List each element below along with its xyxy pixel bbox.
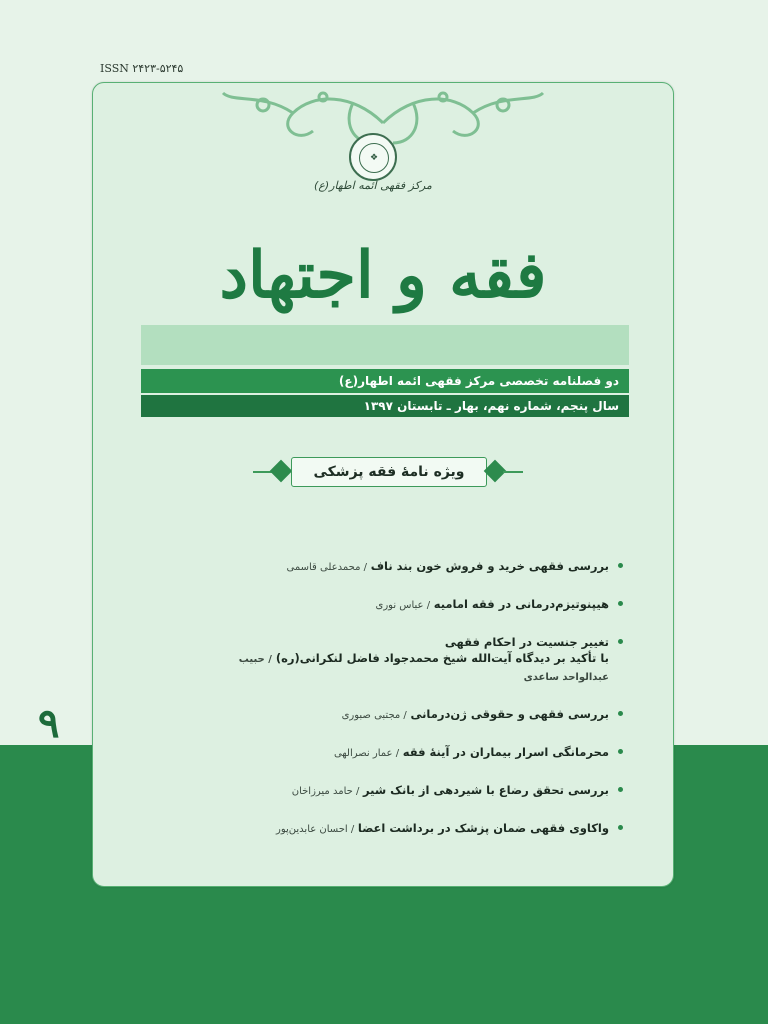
logo-emblem-icon: ❖ xyxy=(359,143,389,173)
journal-title: فقه و اجتهاد xyxy=(219,238,547,313)
bullet-icon xyxy=(618,639,623,644)
journal-subtitle: دو فصلنامه تخصصی مرکز فقهی ائمه اطهار(ع) xyxy=(141,369,629,393)
special-issue-label: ویژه نامهٔ فقه پزشکی xyxy=(291,457,487,487)
list-item: تغییر جنسیت در احکام فقهی با تأکید بر دیدگاه آیت‌الله شیخ محمدجواد فاضل لنکرانی(ره) / حبیب عبدالواحد ساعدی xyxy=(223,634,623,686)
cover-panel xyxy=(92,82,674,887)
bullet-icon xyxy=(618,825,623,830)
issue-info: سال پنجم، شماره نهم، بهار ـ تابستان ۱۳۹۷ xyxy=(141,395,629,417)
bullet-icon xyxy=(618,787,623,792)
publisher-name: مرکز فقهی ائمه اطهار(ع) xyxy=(314,179,432,192)
special-issue-banner xyxy=(253,455,523,489)
list-item: هیپنوتیزم‌درمانی در فقه امامیه / عباس نوری xyxy=(223,596,623,614)
title-band xyxy=(141,325,629,365)
list-item: بررسی تحقق رضاع با شیردهی از بانک شیر / حامد میرزاخان xyxy=(223,782,623,800)
bullet-icon xyxy=(618,749,623,754)
list-item: واکاوی فقهی ضمان پزشک در برداشت اعضا / احسان عابدین‌پور xyxy=(223,820,623,838)
bullet-icon xyxy=(618,563,623,568)
issn-label: ISSN ۲۴۲۳-۵۲۴۵ xyxy=(100,62,184,75)
banner-line-right xyxy=(503,471,523,473)
bullet-icon xyxy=(618,601,623,606)
list-item: بررسی فقهی خرید و فروش خون بند ناف / محمدعلی قاسمی xyxy=(223,558,623,576)
article-list xyxy=(223,558,623,858)
list-item: محرمانگی اسرار بیماران در آینهٔ فقه / عمار نصرالهی xyxy=(223,744,623,762)
issue-number: ۹ xyxy=(38,700,60,747)
bullet-icon xyxy=(618,711,623,716)
diamond-left-icon xyxy=(270,460,293,483)
list-item: بررسی فقهی و حقوقی ژن‌درمانی / مجتبی صبوری xyxy=(223,706,623,724)
publisher-logo xyxy=(349,133,397,181)
